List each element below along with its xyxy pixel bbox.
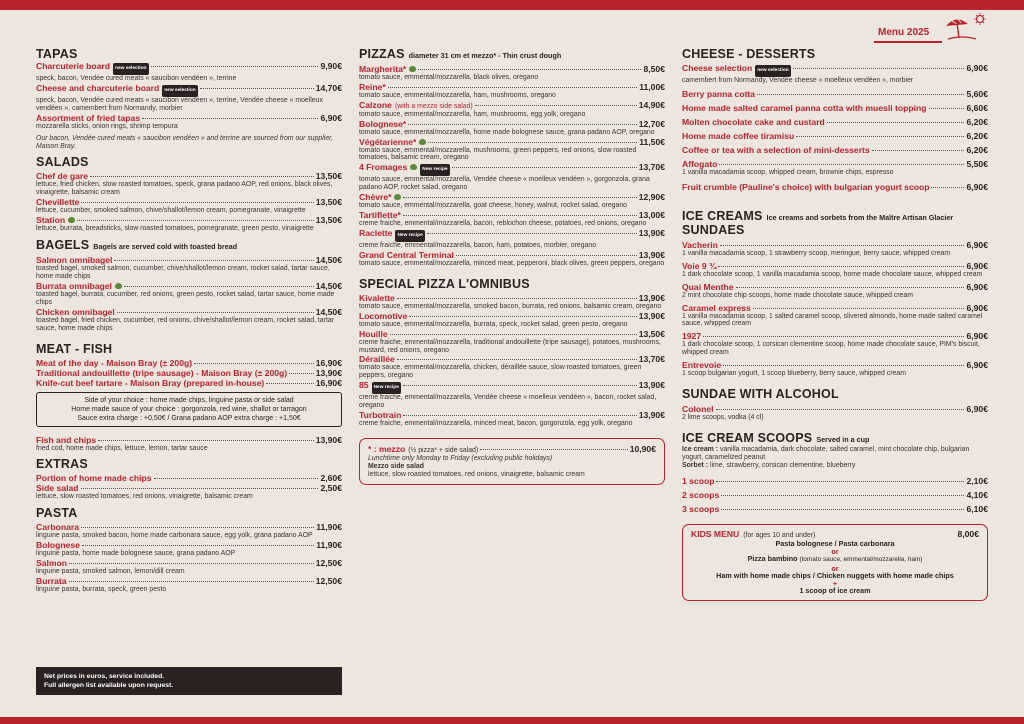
item-desc: mozzarella sticks, onion rings, shrimp tempura	[36, 122, 178, 130]
item-desc: tomato sauce, emmental/mozzarella, chicken, déraillée sauce, slow roasted tomatoes, green peppers, oregano	[359, 364, 642, 380]
section-title-sundaes: SUNDAES	[682, 222, 745, 237]
prices-note-box: Net prices in euros, service included. Full allergen list available upon request.	[36, 667, 342, 695]
column-left	[36, 48, 342, 594]
menu-item: 1927 6,90€	[682, 331, 988, 342]
menu-item: Kivalette 13,90€	[359, 292, 665, 303]
bottom-border	[0, 717, 1024, 724]
section-title-bagels: BAGELS Bagels are served cold with toasted bread	[36, 238, 238, 253]
item-desc: lettuce, slow roasted tomatoes, red onions, vinaigrette, balsamic cream	[36, 493, 253, 501]
item-desc: camembert from Normandy, Vendée cheese « moelleux vendéen », morbier	[682, 77, 914, 84]
menu-underline	[874, 41, 942, 43]
item-desc: tomato sauce, emmental/mozzarella, Vendée cheese « moelleux vendéen », gorgonzola, grana padano AOP, rocket salad, oregano	[359, 176, 650, 192]
menu-item: Salmon omnibagel 14,50€	[36, 255, 342, 266]
new-recipe-badge: New recipe	[372, 382, 401, 394]
item-desc: toasted bagel, smoked salmon, cucumber, chive/shallot/lemon cream, rocket salad, tartar sauce, home made chips	[36, 265, 330, 280]
menu-item: Locomotive 13,90€	[359, 310, 665, 321]
item-desc: tomato sauce, emmental/mozzarella, black olives, oregano	[359, 74, 539, 81]
menu-item: Cheese selection new selection 6,90€	[682, 63, 988, 77]
item-desc: linguine pasta, smoked salmon, lemon/dill cream	[36, 568, 185, 576]
menu-item: Portion of home made chips 2,60€	[36, 473, 342, 484]
item-desc: toasted bagel, burrata, cucumber, red onions, green pesto, rocket salad, tartar sauce, home made chips	[36, 290, 335, 306]
menu-item: Burrata 12,50€	[36, 576, 342, 587]
item-desc: 2 lime scoops, vodka (4 cl)	[682, 414, 764, 422]
menu-item: Quai Menthe 6,90€	[682, 281, 988, 292]
menu-logo	[874, 12, 990, 42]
item-desc: creme fraiche, emmental/mozzarella, Vendée cheese « moelleux vendéen », bacon, rocket salad, oregano	[359, 394, 657, 410]
menu-item: Raclette New recipe 13,90€	[359, 228, 665, 242]
menu-item: Meat of the day - Maison Bray (± 200g) 16,90€	[36, 357, 342, 368]
item-desc: tomato sauce, emmental/mozzarella, burrata, speck, rocket salad, green pesto, oregano	[359, 320, 628, 328]
section-title-ice-creams: ICE CREAMS Ice creams and sorbets from the Maître Artisan Glacier	[682, 208, 954, 223]
section-title-tapas: TAPAS	[36, 47, 78, 61]
column-right	[682, 48, 988, 601]
new-badge: new selection	[162, 85, 197, 97]
menu-item: Side salad 2,50€	[36, 483, 342, 494]
menu-item: Reine* 11,00€	[359, 81, 665, 92]
section-title-pizzas: PIZZAS diameter 31 cm et mezzo* - Thin crust dough	[359, 47, 562, 61]
top-border	[0, 0, 1024, 10]
item-desc: lettuce, cucumber, smoked salmon, chive/shallot/lemon cream, pomegranate, vinaigrette	[36, 207, 306, 215]
section-title-cheese-desserts: CHEESE - DESSERTS	[682, 47, 816, 61]
vegetarian-leaf-icon	[394, 194, 401, 200]
menu-item: Margherita* 8,50€	[359, 64, 665, 74]
mezzo-box: * : mezzo (½ pizza* + side salad) 10,90€ Lunchtime only Monday to Friday (excluding public holidays) Mezzo side salad lettuce, slow roasted tomatoes, red onions, vinaigrette, balsamic cream	[359, 438, 665, 485]
item-desc: tomato sauce, emmental/mozzarella, smoked bacon, burrata, red onions, balsamic cream, oregano	[359, 302, 662, 310]
menu-label: Menu 2025	[878, 27, 930, 38]
item-desc: 1 dark chocolate scoop, 1 vanilla macadamia scoop, home made chocolate sauce, whipped cream	[682, 270, 983, 278]
menu-item: Coffee or tea with a selection of mini-desserts 6,20€	[682, 144, 988, 155]
menu-item: Station 13,50€	[36, 215, 342, 226]
item-desc: tomato sauce, emmental/mozzarella, minced meat, pepperoni, black olives, green peppers, oregano	[359, 259, 665, 267]
section-title-meat-fish: MEAT - FISH	[36, 341, 113, 356]
scoops-sorbets: Sorbet : lime, strawberry, corsican clementine, blueberry	[682, 461, 856, 469]
item-desc: linguine pasta, burrata, speck, green pesto	[36, 586, 167, 594]
item-desc: creme fraiche, emmental/mozzarella, minced meat, bacon, gorgonzola, egg yolk, oregano	[359, 420, 633, 428]
menu-item: Chèvre* 12,90€	[359, 192, 665, 203]
menu-item: Chevillette 13,50€	[36, 197, 342, 208]
menu-item: Entrevoie 6,90€	[682, 360, 988, 371]
menu-item: Salmon 12,50€	[36, 558, 342, 569]
item-desc: fried cod, home made chips, lettuce, lemon, tartar sauce	[36, 444, 208, 452]
item-desc: tomato sauce, emmental/mozzarella, goat cheese, honey, walnut, rocket salad, oregano	[359, 202, 627, 210]
menu-item: Fruit crumble (Pauline's choice) with bulgarian yogurt scoop 6,90€	[682, 181, 988, 192]
item-desc: 2 mint chocolate chip scoops, home made chocolate sauce, whipped cream	[682, 291, 913, 299]
menu-item: Affogato 5,50€	[682, 158, 988, 169]
menu-item: Burrata omnibagel 14,50€	[36, 280, 342, 291]
menu-item: Bolognese* 12,70€	[359, 118, 665, 129]
menu-item: Knife-cut beef tartare - Maison Bray (prepared in-house) 16,90€	[36, 377, 342, 388]
section-title-sundae-alcohol: SUNDAE WITH ALCOHOL	[682, 387, 839, 402]
menu-item: 1 scoop 2,10€	[682, 475, 988, 486]
menu-item: Molten chocolate cake and custard 6,20€	[682, 116, 988, 127]
menu-item: Végétarienne* 11,50€	[359, 136, 665, 147]
supplier-note: Our bacon, Vendée cured meats « saucibon vendéen » and terrine are sourced from our supplier, Maison Bray.	[36, 134, 333, 150]
menu-item: Carbonara 11,90€	[36, 522, 342, 533]
menu-item: Home made coffee tiramisu 6,20€	[682, 130, 988, 141]
vegetarian-leaf-icon	[115, 283, 122, 289]
menu-item: 85 New recipe 13,90€	[359, 380, 665, 394]
item-desc: 1 scoop bulgarian yogurt, 1 scoop blueberry, berry sauce, whipped cream	[682, 370, 906, 378]
new-badge: new selection	[755, 65, 790, 77]
item-desc: lettuce, burrata, breadsticks, slow roasted tomatoes, pomegranate, green pesto, vinaigrette	[36, 225, 314, 233]
menu-item: Tartiflette* 13,00€	[359, 210, 665, 221]
item-desc: lettuce, fried chicken, slow roasted tomatoes, speck, grana padano AOP, red onions, black olives, vinaigrette, balsamic cream	[36, 181, 333, 197]
section-title-ice-cream-scoops: ICE CREAM SCOOPS Served in a cup	[682, 430, 870, 445]
vegetarian-leaf-icon	[68, 217, 75, 223]
vegetarian-leaf-icon	[410, 164, 417, 170]
menu-item: Vacherin 6,90€	[682, 239, 988, 250]
menu-item: Déraillée 13,70€	[359, 354, 665, 365]
item-desc: 1 vanilla macadamia scoop, 1 strawberry scoop, meringue, berry sauce, whipped cream	[682, 249, 951, 257]
section-title-special-pizza: SPECIAL PIZZA L'OMNIBUS	[359, 276, 530, 291]
menu-item: 3 scoops 6,10€	[682, 503, 988, 514]
item-desc: 1 vanilla macadamia scoop, 1 salted caramel scoop, slivered almonds, home made salted caramel sauce, whipped cream	[682, 312, 983, 328]
new-recipe-badge: New recipe	[395, 230, 424, 242]
menu-item: Bolognese 11,90€	[36, 540, 342, 551]
sides-info-box: Side of your choice : home made chips, linguine pasta or side salad Home made sauce of your choice : gorgonzola, red wine, shallot or tarragon Sauce extra charge : +0,50€ / Grana padano AOP extra charge : +1,50€	[36, 392, 342, 427]
item-desc: 1 dark chocolate scoop, 1 corsican clementine scoop, home made chocolate sauce, PIM's biscuit, whipped cream	[682, 341, 980, 357]
kids-menu-box: KIDS MENU (for ages 10 and under) 8,00€ Pasta bolognese / Pasta carbonara or Pizza bambino (tomato sauce, emmental/mozzarella, ham) or Ham with home made chips / Chicken nuggets with home made chips + 1 scoop of ice cream	[682, 524, 988, 601]
menu-item: Colonel 6,90€	[682, 404, 988, 415]
menu-item: 4 Fromages New recipe 13,70€	[359, 162, 665, 176]
kids-menu-title: KIDS MENU	[691, 528, 740, 539]
menu-item: Home made salted caramel panna cotta with muesli topping 6,60€	[682, 102, 988, 113]
item-desc: tomato sauce, emmental/mozzarella, ham, mushrooms, egg yolk, oregano	[359, 110, 586, 118]
item-desc: tomato sauce, emmental/mozzarella, mushrooms, green peppers, red onions, slow roasted tomatoes, balsamic cream, oregano	[359, 146, 637, 162]
vegetarian-leaf-icon	[419, 139, 426, 145]
item-desc: tomato sauce, emmental/mozzarella, ham, mushrooms, oregano	[359, 91, 556, 99]
menu-item: Chicken omnibagel 14,50€	[36, 306, 342, 317]
item-desc: speck, bacon, Vendée cured meats « saucibon vendéen », terrine, Vendée cheese « moelleux vendéen », camembert from Normandy, morbier	[36, 96, 323, 112]
item-desc: linguine pasta, home made bolognese sauce, grana padano AOP	[36, 550, 236, 558]
menu-item: Caramel express 6,90€	[682, 302, 988, 313]
menu-item: Calzone (with a mezzo side salad) 14,90€	[359, 99, 665, 110]
scoops-flavours: Ice cream : vanilla macadamia, dark chocolate, salted caramel, mint chocolate chip, bulgarian yogurt, caramelized peanut	[682, 445, 970, 461]
menu-item: Turbotrain 13,90€	[359, 410, 665, 421]
item-desc: speck, bacon, Vendée cured meats « saucibon vendéen », terrine	[36, 75, 237, 82]
section-title-salads: SALADS	[36, 155, 89, 170]
item-desc: linguine pasta, smoked bacon, home made carbonara sauce, egg yolk, grana padano AOP	[36, 532, 313, 540]
item-desc: creme fraiche, emmental/mozzarella, bacon, reblochon cheese, potatoes, red onions, oregano	[359, 220, 647, 228]
new-recipe-badge: New recipe	[420, 164, 449, 176]
item-desc: tomato sauce, emmental/mozzarella, home made bolognese sauce, grana padano AOP, oregano	[359, 128, 655, 136]
menu-item: 2 scoops 4,10€	[682, 489, 988, 500]
menu-item: Chef de gare 13,50€	[36, 171, 342, 182]
menu-item: Fish and chips 13,90€	[36, 434, 342, 445]
item-desc: 1 vanilla macadamia scoop, whipped cream, brownie chips, espresso	[682, 168, 894, 176]
vegetarian-leaf-icon	[409, 66, 416, 72]
menu-item: Berry panna cotta 5,60€	[682, 88, 988, 99]
menu-item: Grand Central Terminal 13,90€	[359, 249, 665, 260]
section-title-pasta: PASTA	[36, 506, 78, 521]
menu-item: Assortment of fried tapas 6,90€	[36, 112, 342, 123]
new-badge: new selection	[113, 63, 148, 75]
menu-item: Houille 13,50€	[359, 328, 665, 339]
section-title-extras: EXTRAS	[36, 457, 88, 472]
item-desc: creme fraiche, emmental/mozzarella, traditional andouillette (tripe sausage), potatoes, mushrooms, mustard, red onions, oregano	[359, 338, 661, 354]
item-desc: creme fraiche, emmental/mozzarella, bacon, ham, potatoes, morbier, oregano	[359, 241, 597, 249]
menu-item: Traditional andouillette (tripe sausage) - Maison Bray (± 200g) 13,90€	[36, 367, 342, 378]
menu-item: Cheese and charcuterie board new selection 14,70€	[36, 83, 342, 97]
menu-item: Charcuterie board new selection 9,90€	[36, 61, 342, 75]
beach-umbrella-icon	[942, 12, 990, 42]
menu-item: Voie 9 ¾ 6,90€	[682, 260, 988, 271]
item-desc: toasted bagel, fried chicken, cucumber, red onions, chive/shallot/lemon cream, rocket salad, tartar sauce, home made chips	[36, 316, 334, 332]
column-middle	[359, 48, 665, 485]
